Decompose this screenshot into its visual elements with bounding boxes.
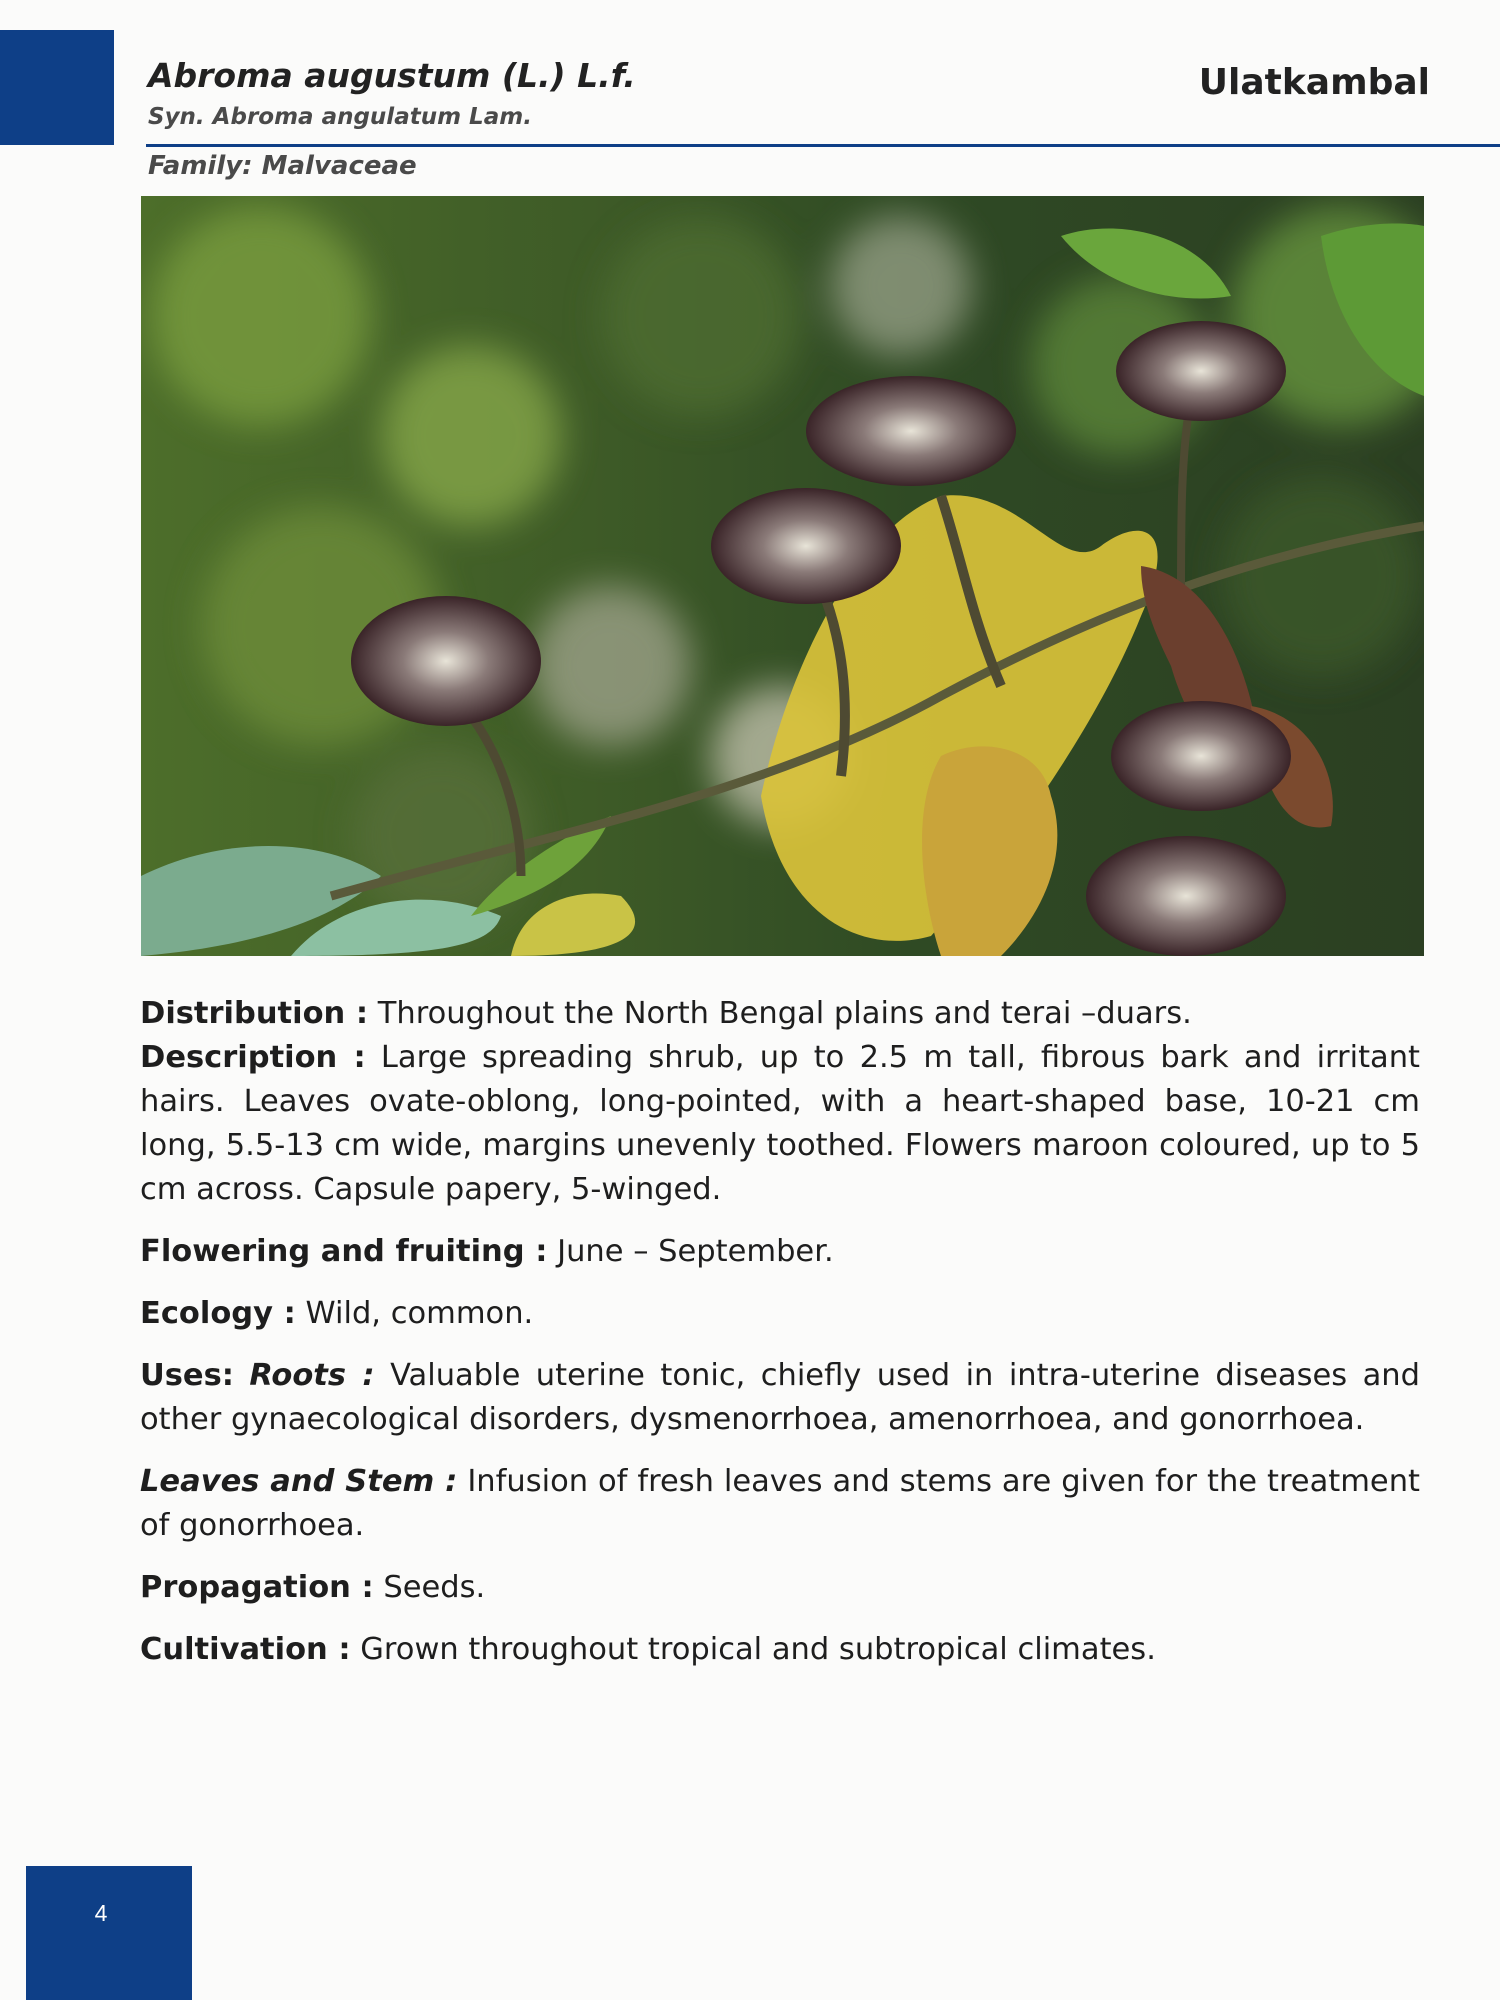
plant-photo-illustration <box>141 196 1424 956</box>
propagation-paragraph <box>140 1566 1420 1610</box>
distribution-label: Distribution : <box>140 996 369 1031</box>
description-label: Description : <box>140 1040 366 1075</box>
uses-leaves-paragraph <box>140 1460 1420 1548</box>
cultivation-label: Cultivation : <box>140 1632 351 1667</box>
roots-label: Roots : <box>249 1358 375 1393</box>
leaves-stem-label: Leaves and Stem : <box>140 1464 458 1499</box>
cultivation-paragraph <box>140 1628 1420 1672</box>
footer-accent-block <box>26 1866 192 2000</box>
text-body <box>140 992 1420 1690</box>
ecology-text: Wild, common. <box>305 1296 534 1331</box>
propagation-label: Propagation : <box>140 1570 374 1605</box>
page-number: 4 <box>94 1900 108 1926</box>
flowering-text: June – September. <box>557 1234 834 1269</box>
distribution-text: Throughout the North Bengal plains and terai –duars. <box>377 996 1192 1031</box>
distribution-paragraph <box>140 992 1420 1036</box>
uses-roots-paragraph <box>140 1354 1420 1442</box>
roots-text: Valuable uterine tonic, chiefly used in intra-uterine diseases and other gynaecological disorders, dysmenorrhoea, amenorrhoea, and gonorrhoea. <box>140 1358 1420 1437</box>
plant-photo <box>141 196 1424 956</box>
propagation-text: Seeds. <box>383 1570 486 1605</box>
synonym: Syn. Abroma angulatum Lam. <box>148 104 532 130</box>
header-accent-block <box>0 30 114 145</box>
ecology-paragraph <box>140 1292 1420 1336</box>
local-name: Ulatkambal <box>1198 62 1430 103</box>
uses-label: Uses: <box>140 1358 234 1393</box>
flowering-paragraph <box>140 1230 1420 1274</box>
family-name: Family: Malvaceae <box>148 151 417 181</box>
ecology-label: Ecology : <box>140 1296 296 1331</box>
description-paragraph <box>140 1036 1420 1212</box>
header-divider <box>146 144 1500 147</box>
leaves-stem-text: Infusion of fresh leaves and stems are given for the treatment of gonorrhoea. <box>140 1464 1420 1543</box>
cultivation-text: Grown throughout tropical and subtropical climates. <box>360 1632 1156 1667</box>
flowering-label: Flowering and fruiting : <box>140 1234 548 1269</box>
species-name: Abroma augustum (L.) L.f. <box>148 56 636 95</box>
description-text: Large spreading shrub, up to 2.5 m tall, fibrous bark and irritant hairs. Leaves ovate-oblong, long-pointed, with a heart-shaped base, 10-21 cm long, 5.5-13 cm wide, margins unevenly toothed. Flowers maroon coloured, up to 5 cm across. Capsule papery, 5-winged. <box>140 1040 1421 1207</box>
